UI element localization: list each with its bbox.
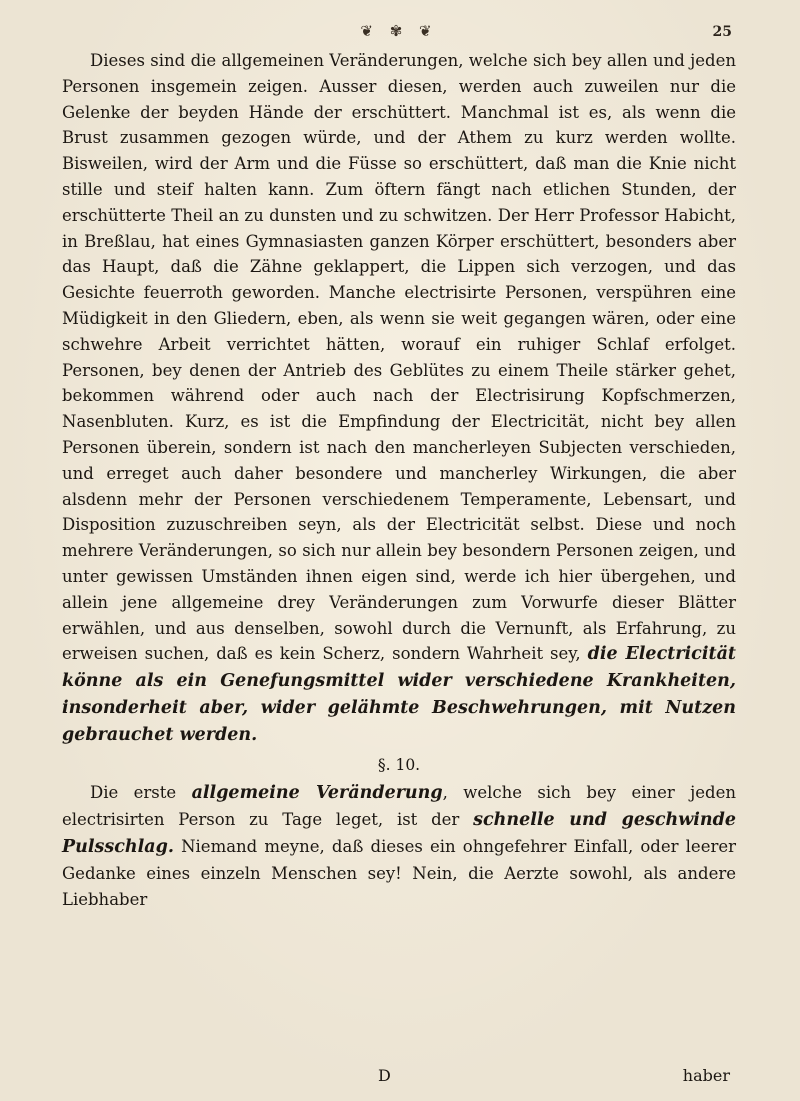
emphasis-text: schnelle und geschwinde Pulsschlag. xyxy=(62,810,737,857)
signature-mark: D xyxy=(378,1066,391,1085)
text-run: , welche sich bey einer jeden electrisirten Person zu Tage leget, ist der xyxy=(62,783,737,830)
paragraph xyxy=(62,48,736,749)
text-run: Niemand meyne, daß dieses ein ohngefehrer Einfall, oder leerer Gedanke eines einzeln Menschen sey! Nein, die Aerzte sowohl, als andere Liebhaber xyxy=(62,836,736,909)
section-number: §. 10. xyxy=(377,755,421,774)
paragraph xyxy=(62,780,736,912)
emphasis-text: die Electricität könne als ein Genefungsmittel wider verschiedene Krankheiten, insonderheit aber, wider gelähmte Beschwehrungen, mit Nutzen gebrauchet werden. xyxy=(62,644,736,745)
catchword: haber xyxy=(682,1066,730,1085)
text-run: Dieses sind die allgemeinen Veränderungen, welche sich bey allen und jeden Personen insgemein zeigen. Ausser diesen, werden auch zuweilen nur die Gelenke der beyden Hände der erschüttert. Manchmal ist es, als wenn die Brust zusammen gezogen würde, und der Athem zu kurz werden wollte. Bisweilen, wird der Arm und die Füsse so erschüttert, daß man die Knie nicht stille und steif halten kann. Zum öftern fängt nach etlichen Stunden, der erschütterte Theil an zu dunsten und zu schwitzen. Der Herr Professor Habicht, in Breßlau, hat eines Gymnasiasten ganzen Körper erschüttert, besonders aber das Haupt, daß die Zähne geklappert, die Lippen sich verzogen, und das Gesichte feuerroth geworden. Manche electrisirte Personen, verspühren eine Müdigkeit in den Gliedern, eben, als wenn sie weit gegangen wären, oder eine schwehre Arbeit verrichtet hätten, worauf ein ruhiger Schlaf erfolget. Personen, bey denen der Antrieb des Geblütes zu einem Theile stärker gehet, bekommen während oder auch nach der Electrisirung Kopfschmerzen, Nasenbluten. Kurz, es ist die Empfindung der Electricität, nicht bey allen Personen überein, sondern ist nach den mancherleyen Subjecten verschieden, und erreget auch daher besondere und mancherley Wirkungen, die aber alsdenn mehr der Personen verschiedenem Temperamente, Lebensart, und Disposition zuzuschreiben seyn, als der Electricität selbst. Diese und noch mehrere Veränderungen, so sich nur allein bey besondern Personen zeigen, und unter gewissen Umständen ihnen eigen sind, werde ich hier übergehen, und allein jene allgemeine drey Veränderungen zum Vorwurfe dieser Blätter erwählen, und aus denselben, sowohl durch die Vernunft, als Erfahrung, zu erweisen suchen, daß es kein Scherz, sondern Wahrheit sey, xyxy=(62,51,736,664)
emphasis-text: allgemeine Veränderung xyxy=(191,783,443,804)
page-header xyxy=(62,14,736,48)
header-ornament: ❦ ✾ ❦ xyxy=(360,22,438,40)
body-text xyxy=(62,48,736,912)
text-run: Die erste xyxy=(90,783,192,803)
page-number: 25 xyxy=(712,24,732,40)
